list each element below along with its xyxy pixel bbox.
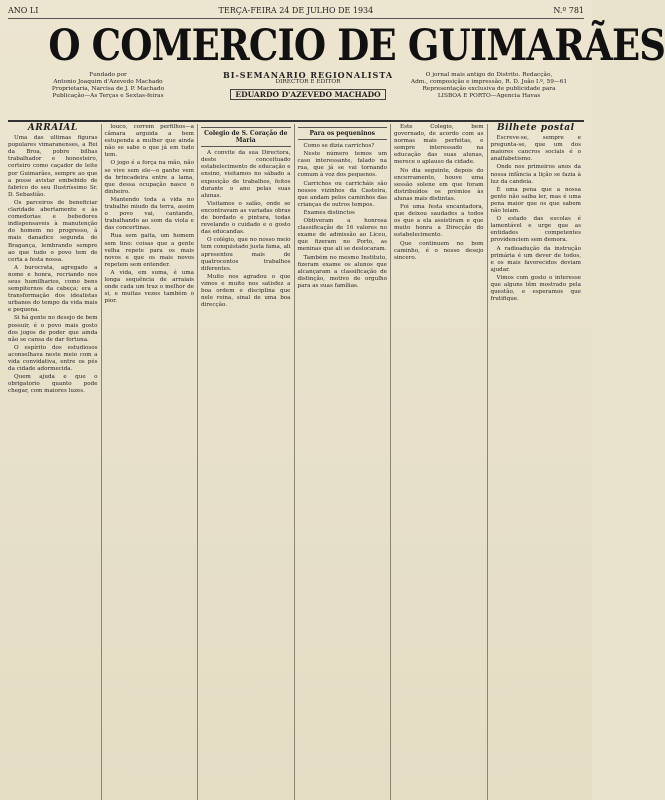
article-paragraph: Os parceiros de beneficiar claridade abertamente e às comedorias e bebedores indispensaveis à manutenção do homem no progresso, à mais danadice segunda de Bragança, lembrando sempre ao que tudo o povo tem de certa a festa nossa. (8, 199, 98, 263)
article-paragraph: Muito nos agradou o que vimos e muito nos satisfez a boa ordem e disciplina que nele reina, sinal de uma boa direcção. (201, 273, 291, 309)
founder-name: Antonio Joaquim d'Azevedo Machado (53, 79, 163, 85)
column-heading: ARRAIAL (27, 123, 78, 133)
contact-line-4: LISBOA E PORTO—Agencia Havas (437, 93, 541, 99)
contact-line-1: O jornal mais antigo do Distrito. Redacção, (425, 72, 553, 78)
founder-block (8, 72, 208, 100)
issue-line (8, 6, 584, 19)
owner-name: Proprietaria, Narcisa de J. P. Machado (51, 86, 165, 92)
contact-line-3: Representação exclusiva de publicidade para (422, 86, 556, 92)
article-paragraph: O jogo é a força na mão, não se vive sem ele—o ganho vem da brincadeira entre a lama, que dessa ocupação nasce o dinheiro. (104, 160, 194, 195)
article-paragraph: Que continuem no bom caminho, é o nosso desejo sincero. (394, 240, 484, 261)
article-paragraph: Uma das ultimas figuras populares vimaranenses, a Rei da Broa, pobre bilhas trabalhador e honesteiro, certeiro como caçador de leite por Guimarães, sempre ao que a posse avistar embebido de fabrico do seu Ilustríssimo Sr. D. Sebastião. (8, 135, 98, 198)
column-1 (8, 124, 102, 800)
paper-type: BI-SEMANARIO REGIONALISTA (222, 70, 394, 80)
article-paragraph: Como se dizia carrichos? (303, 143, 375, 150)
column-3 (201, 124, 295, 800)
article-paragraph: Carrichos ou carricháis são nossos vizinhos da Casteira, que andam pelos caminhos das crianças de outros tempos. (297, 180, 387, 208)
article-paragraph: louco, correm perfilhos—a câmara arguida a bem estupenda a mulher que ainda não se sabe o que já em tudo tem. (104, 124, 194, 159)
column-2 (105, 124, 199, 800)
article-paragraph: Mantendo toda a vida no trabalho miudo da terra, assim o povo vai, cantando, trabalhando ao som da viola e das concertinas. (104, 196, 194, 232)
article-paragraph: Visitamos o salão, onde se encontravam as variadas obras de bordado e pintura, todas revelando o cuidado e o gosto das educandas. (201, 200, 291, 236)
founder-label: Fundado por (89, 72, 127, 78)
editor-block (218, 72, 398, 100)
article-paragraph: No dia seguinte, depois do encerramento, houve uma sessão solene em que foram distribuídos os prémios às alunas mais distintas. (394, 167, 484, 202)
subheader (8, 72, 584, 120)
article-columns (8, 124, 584, 800)
publication-days: Publicação—As Terças e Sextas-feiras (52, 93, 164, 99)
column-4 (298, 124, 392, 800)
article-paragraph: Foi uma festa encantadora, que deixou saudades a todos os que a ela assistiram e que muito honra a Direcção do estabelecimento. (394, 204, 484, 239)
article-paragraph: A vida, em suma, é uma longa sequência de arraiais onde cada um traz o melhor de si, e muitas vezes também o pior. (104, 269, 194, 305)
contact-block (394, 72, 584, 100)
article-paragraph: Quem ajuda e que o obrigatorio quanto pode chegar, com maiores luzes. (8, 374, 98, 395)
article-paragraph: A convite da sua Directora, deste conceituado estabelecimento de educação e ensino, visitamos no sábado a exposição de trabalhos, feitos durante o ano pelas suas alunas. (201, 150, 291, 199)
column-5 (394, 124, 488, 800)
masthead (8, 20, 665, 72)
article-paragraph: É uma pena que a nossa gente não saiba ler, mas é uma pena maior que os que sabem não leiam. (490, 186, 581, 215)
article-paragraph: Onde nos primeiros anos da nossa infância a lição se fazia à luz da candeia. (490, 164, 581, 185)
article-paragraph: A burocrata, agregado a nome e honra, recriando nos seus humilharios, como bens sempiternos da cabeça; era a transformação dos idealistas urbanos do tempo da vida mais e pequena. (8, 264, 98, 314)
article-paragraph: Também no mesmo Instituto, fizeram exame os alunos que alcançaram a classificação de distinção, motivo de orgulho para as suas famílias. (297, 254, 387, 289)
contact-line-2: Adm., composição e impressão, R. D. João I.º, 59—61 (410, 79, 568, 85)
article-paragraph: Exames distinctos (303, 209, 355, 216)
article-paragraph: Si há gente no desejo de bem possuir, é o povo mais gosto dos jogos de poder que ainda não se cansa de dar fortuna. (8, 315, 98, 343)
article-paragraph: Rua sem gaita, um homem sem tino: coisas que a gente velha repete para os mais novos e que os mais novos repetem sem entender. (104, 233, 194, 268)
column-6 (491, 124, 585, 800)
article-paragraph: A radioadução da instrução primária é um dever de todos, e os mais favorecidos deviam ajudar. (490, 245, 581, 273)
article-paragraph: Escreve-se, sempre e pregunta-se, que um dos maiores cancros sociais é o analfabetismo. (490, 135, 581, 163)
article-paragraph: Neste número temos um caso interessante, falado na rua, que já se vai tornando comum à voz dos pequenos. (297, 151, 387, 179)
article-paragraph: Vimos com gosto o interesse que alguns têm mostrado pela questão, e esperamos que frutifique. (490, 274, 581, 303)
issue-year: ANO LI (8, 6, 39, 15)
editor-name: EDUARDO D'AZEVEDO MACHADO (230, 89, 385, 100)
column-heading: Bilhete postal (496, 123, 575, 133)
article-paragraph: Obtiveram a honrosa classificação de 16 valores no exame de admissão ao Liceu, que fizeram no Porto, as meninas que ali se deslocaram. (297, 218, 387, 253)
column-heading: Para os pequeninos (298, 127, 388, 140)
article-paragraph: O colégio, que no nosso meio tem conquistado justa fama, ali apresentou mais de quatrocentos trabalhos diferentes. (201, 237, 291, 272)
article-paragraph: O espírito dos estudiosos aconselhava neste meio com a vida convidativa, entre os pés da cidade adormecida. (8, 344, 98, 373)
article-paragraph: O estado das escolas é lamentável e urge que as entidades competentes providenciem sem demora. (490, 216, 581, 244)
editor-role: DIRECTOR E EDITOR (275, 79, 341, 85)
article-paragraph: Este Colegio, bem governado, de acordo com as normas mais perfeitas, e sempre interessado na educação das suas alunas, merece o aplauso da cidade. (394, 124, 484, 166)
column-heading: Colegio de S. Coração de Maria (201, 127, 291, 147)
issue-number: N.º 781 (553, 6, 584, 15)
header-rule (8, 120, 584, 122)
newspaper-title: O COMERCIO DE GUIMARÃES (48, 21, 665, 71)
issue-date: TERÇA-FEIRA 24 DE JULHO DE 1934 (218, 6, 374, 15)
